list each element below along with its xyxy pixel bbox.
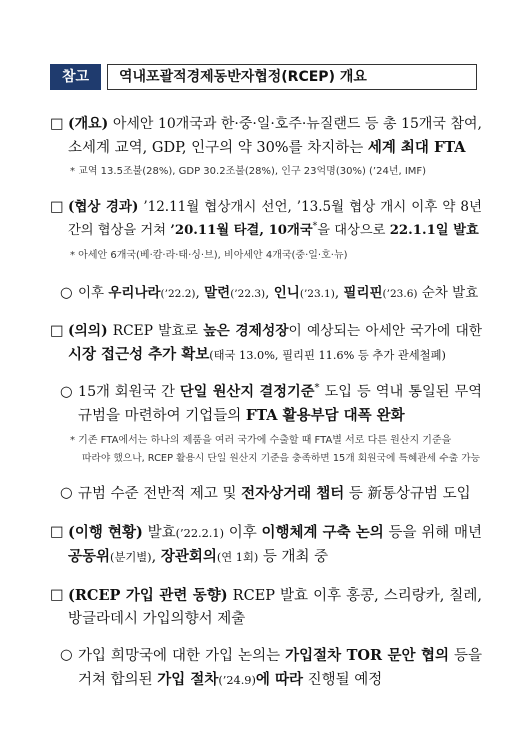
text-run: 소세계 교역, GDP, 인구의 약 30%를 차지하는 (68, 140, 368, 156)
bold-text: 22.1.1일 발효 (389, 223, 479, 238)
footnote-rules-of-origin (70, 432, 482, 468)
footnote-overview (70, 163, 482, 181)
section-negotiation-history (50, 196, 482, 242)
text-run: 순차 발효 (417, 285, 479, 301)
footnote-mark: * (314, 382, 320, 394)
text-run: RCEP 발효로 (107, 323, 204, 339)
square-bullet-icon: □ (50, 116, 64, 132)
sub-item-entry-into-force (60, 282, 482, 306)
text-line (68, 320, 482, 343)
bold-text: 장관회의 (160, 548, 217, 565)
section-implementation-status (50, 521, 482, 569)
text-run: 방글라데시 가입의향서 제출 (68, 611, 246, 627)
text-run: 15개 회원국 간 (78, 384, 180, 400)
sub-item-rules-of-origin (60, 381, 482, 428)
text-run: 가입 희망국에 대한 가입 논의는 (78, 648, 286, 664)
text-run: 간의 협상을 거쳐 (68, 223, 171, 238)
sub-item-new-trade-rules (60, 482, 482, 506)
text-run: 등 新통상규범 도입 (344, 486, 471, 502)
bold-text: 말련 (204, 285, 231, 301)
small-text: (’22.2.1) (175, 527, 224, 540)
text-run: 을 대상으로 (317, 223, 390, 238)
text-line (68, 608, 482, 631)
bold-text: FTA 활용부담 대폭 완화 (245, 407, 405, 424)
footnote-line: * 기존 FTA에서는 하나의 제품을 여러 국가에 수출할 때 FTA별 서로 다른 원산지 기준을 (70, 435, 452, 446)
small-text: (’22.3) (230, 288, 266, 300)
title-box (107, 64, 477, 90)
text-line (68, 219, 482, 242)
text-line (68, 136, 482, 160)
text-line (78, 381, 482, 404)
small-text: (분기별) (110, 551, 152, 564)
text-run: 등 개최 중 (258, 549, 329, 565)
text-run: 아세안 10개국과 한·중·일·호주·뉴질랜드 등 총 15개국 참여, (108, 116, 482, 132)
text-run: 규범을 마련하여 기업들의 (78, 408, 246, 424)
circle-bullet-icon: ○ (60, 285, 73, 301)
footnote-mark: * (312, 220, 318, 232)
bold-text: 필리핀 (343, 285, 383, 301)
circle-bullet-icon: ○ (60, 647, 73, 663)
bold-text: 시장 접근성 추가 확보 (68, 346, 210, 363)
bold-text: 공동위 (68, 548, 111, 565)
small-text: (’23.1) (299, 288, 335, 300)
small-text: (연 1회) (216, 551, 259, 564)
text-line (68, 584, 482, 608)
text-run: , (265, 285, 274, 301)
text-line (68, 343, 482, 367)
small-text: (’24.9) (218, 674, 256, 687)
footnote-line: * 아세안 6개국(베·캄·라·태·싱·브), 비아세안 4개국(중·일·호·뉴) (70, 250, 348, 261)
text-run: 등을 (448, 648, 483, 664)
bold-text: 에 따라 (255, 671, 303, 688)
text-line (68, 521, 482, 545)
page-title: 역내포괄적경제동반자협정(RCEP) 개요 (119, 69, 367, 85)
text-run: 도입 등 역내 통일된 무역 (319, 384, 482, 400)
square-bullet-icon: □ (50, 524, 64, 540)
bold-text: (RCEP 가입 관련 동향) (68, 587, 228, 604)
small-text: (’23.6) (382, 288, 418, 300)
bold-text: (의의) (68, 323, 108, 339)
text-line (78, 404, 482, 428)
text-run: 이 예상되는 아세안 국가에 대한 (288, 323, 483, 339)
text-run: , (151, 549, 161, 565)
bold-text: 높은 경제성장 (203, 323, 289, 339)
circle-bullet-icon: ○ (60, 485, 73, 501)
small-text: (태국 13.0%, 필리핀 11.6% 등 추가 관세철폐) (209, 349, 446, 362)
square-bullet-icon: □ (50, 323, 64, 339)
text-line (78, 482, 482, 506)
bold-text: 세계 최대 FTA (367, 139, 466, 156)
text-run: 이후 (78, 285, 109, 301)
text-line (68, 113, 482, 136)
text-run: 등을 위해 매년 (383, 525, 482, 541)
text-line (78, 282, 482, 306)
text-run: , (195, 285, 205, 301)
bold-text: 인니 (273, 285, 300, 301)
bold-text: ’20.11월 타결, 10개국 (170, 223, 313, 238)
footnote-line: 따라야 했으나, RCEP 활용시 단일 원산지 기준을 충족하면 15개 회원국에 특혜관세 수출 가능 (82, 453, 481, 464)
text-line (68, 545, 482, 569)
bold-text: 가입절차 TOR 문안 협의 (285, 647, 449, 664)
small-text: (’22.2) (160, 288, 196, 300)
footnote-line: * 교역 13.5조불(28%), GDP 30.2조불(28%), 인구 23억명(30%) (’24년, IMF) (70, 166, 427, 177)
square-bullet-icon: □ (50, 199, 64, 215)
text-run: , (334, 285, 344, 301)
bold-text: (개요) (68, 116, 109, 132)
text-line (78, 668, 482, 692)
text-line (78, 644, 482, 668)
reference-tag: 참고 (50, 64, 101, 90)
bold-text: 우리나라 (108, 285, 161, 301)
footnote-negotiation-history (70, 247, 482, 265)
bold-text: 가입 절차 (157, 671, 219, 688)
bold-text: 이행체계 구축 논의 (261, 524, 384, 541)
bold-text: (이행 현황) (68, 524, 143, 541)
bold-text: (협상 경과) (68, 199, 139, 215)
text-line (68, 196, 482, 219)
text-run: 거쳐 합의된 (78, 672, 158, 688)
section-significance (50, 320, 482, 367)
text-run: RCEP 발효 이후 홍콩, 스리랑카, 칠레, (227, 588, 483, 604)
bold-text: 전자상거래 챕터 (241, 485, 345, 502)
section-overview (50, 113, 482, 160)
bold-text: 단일 원산지 결정기준 (179, 384, 315, 400)
text-run: 이후 (223, 525, 262, 541)
text-run: 규범 수준 전반적 제고 및 (78, 486, 242, 502)
sub-item-accession-procedure (60, 644, 482, 692)
square-bullet-icon: □ (50, 587, 64, 603)
text-run: 진행될 예정 (302, 672, 383, 688)
text-run: ’12.11월 협상개시 선언, ’13.5월 협상 개시 이후 약 8년 (138, 199, 483, 215)
circle-bullet-icon: ○ (60, 384, 73, 400)
section-accession-trends (50, 584, 482, 631)
text-run: 발효 (142, 525, 176, 541)
